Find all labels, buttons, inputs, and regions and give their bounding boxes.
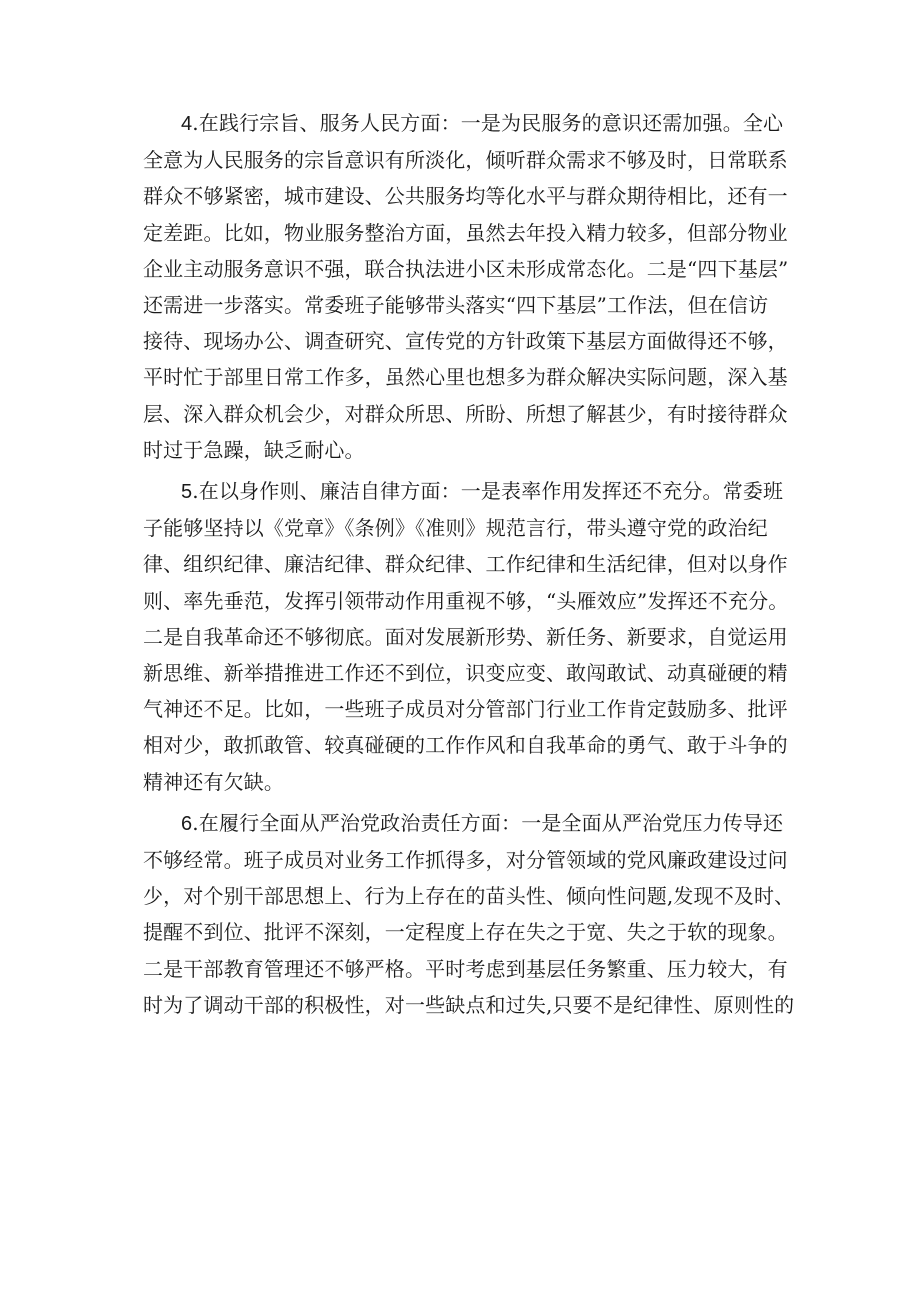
paragraph-line: 群众不够紧密，城市建设、公共服务均等化水平与群众期待相比，还有一 [143, 184, 788, 209]
paragraph-line: 气神还不足。比如，一些班子成员对分管部门行业工作肯定鼓励多、批评 [143, 697, 788, 722]
paragraph-line: 定差距。比如，物业服务整治方面，虽然去年投入精力较多，但部分物业 [143, 220, 788, 245]
paragraph-line: 6.在履行全面从严治党政治责任方面：一是全面从严治党压力传导还 [181, 810, 784, 835]
paragraph-line: 5.在以身作则、廉洁自律方面：一是表率作用发挥还不充分。常委班 [181, 479, 784, 504]
paragraph-line: 时过于急躁，缺乏耐心。 [143, 437, 365, 462]
paragraph-6 [143, 805, 795, 1023]
paragraph-number: 4 [181, 113, 193, 135]
paragraph-line: 4.在践行宗旨、服务人民方面：一是为民服务的意识还需加强。全心 [181, 111, 784, 135]
paragraph-line: 则、率先垂范，发挥引领带动作用重视不够，“头雁效应”发挥还不充分。 [143, 588, 789, 613]
paragraph-5 [143, 473, 795, 800]
paragraph-line: 子能够坚持以《党章》《条例》《准则》规范言行，带头遵守党的政治纪 [143, 516, 768, 541]
paragraph-line: 层、深入群众机会少，对群众所思、所盼、所想了解甚少，有时接待群众 [143, 401, 788, 426]
paragraph-line: 接待、现场办公、调查研究、宣传党的方针政策下基层方面做得还不够， [143, 329, 788, 354]
paragraph-line: 不够经常。班子成员对业务工作抓得多，对分管领域的党风廉政建设过问 [143, 848, 788, 873]
document-body [143, 105, 795, 1028]
paragraph-line: 精神还有欠缺。 [143, 769, 285, 794]
paragraph-line: 二是干部教育管理还不够严格。平时考虑到基层任务繁重、压力较大，有 [143, 956, 788, 981]
paragraph-line: 全意为人民服务的宗旨意识有所淡化，倾听群众需求不够及时，日常联系 [143, 148, 788, 173]
paragraph-4 [143, 105, 795, 468]
paragraph-line: 企业主动服务意识不强，联合执法进小区未形成常态化。二是“四下基层” [143, 256, 789, 281]
paragraph-line: 平时忙于部里日常工作多，虽然心里也想多为群众解决实际问题，深入基 [143, 365, 788, 390]
paragraph-line: 提醒不到位、批评不深刻，一定程度上存在失之于宽、失之于软的现象。 [143, 920, 788, 945]
paragraph-number: 5 [181, 481, 193, 504]
paragraph-line: 还需进一步落实。常委班子能够带头落实“四下基层”工作法，但在信访 [143, 293, 769, 318]
paragraph-number: 6 [181, 812, 193, 835]
paragraph-line: 二是自我革命还不够彻底。面对发展新形势、新任务、新要求，自觉运用 [143, 624, 788, 649]
paragraph-line: 相对少，敢抓敢管、较真碰硬的工作作风和自我革命的勇气、敢于斗争的 [143, 733, 788, 758]
paragraph-line: 少，对个别干部思想上、行为上存在的苗头性、倾向性问题,发现不及时、 [143, 884, 795, 909]
paragraph-line: 时为了调动干部的积极性，对一些缺点和过失,只要不是纪律性、原则性的 [143, 992, 795, 1017]
paragraph-line: 律、组织纪律、廉洁纪律、群众纪律、工作纪律和生活纪律，但对以身作 [143, 552, 788, 577]
paragraph-line: 新思维、新举措推进工作还不到位，识变应变、敢闯敢试、动真碰硬的精 [143, 661, 788, 686]
